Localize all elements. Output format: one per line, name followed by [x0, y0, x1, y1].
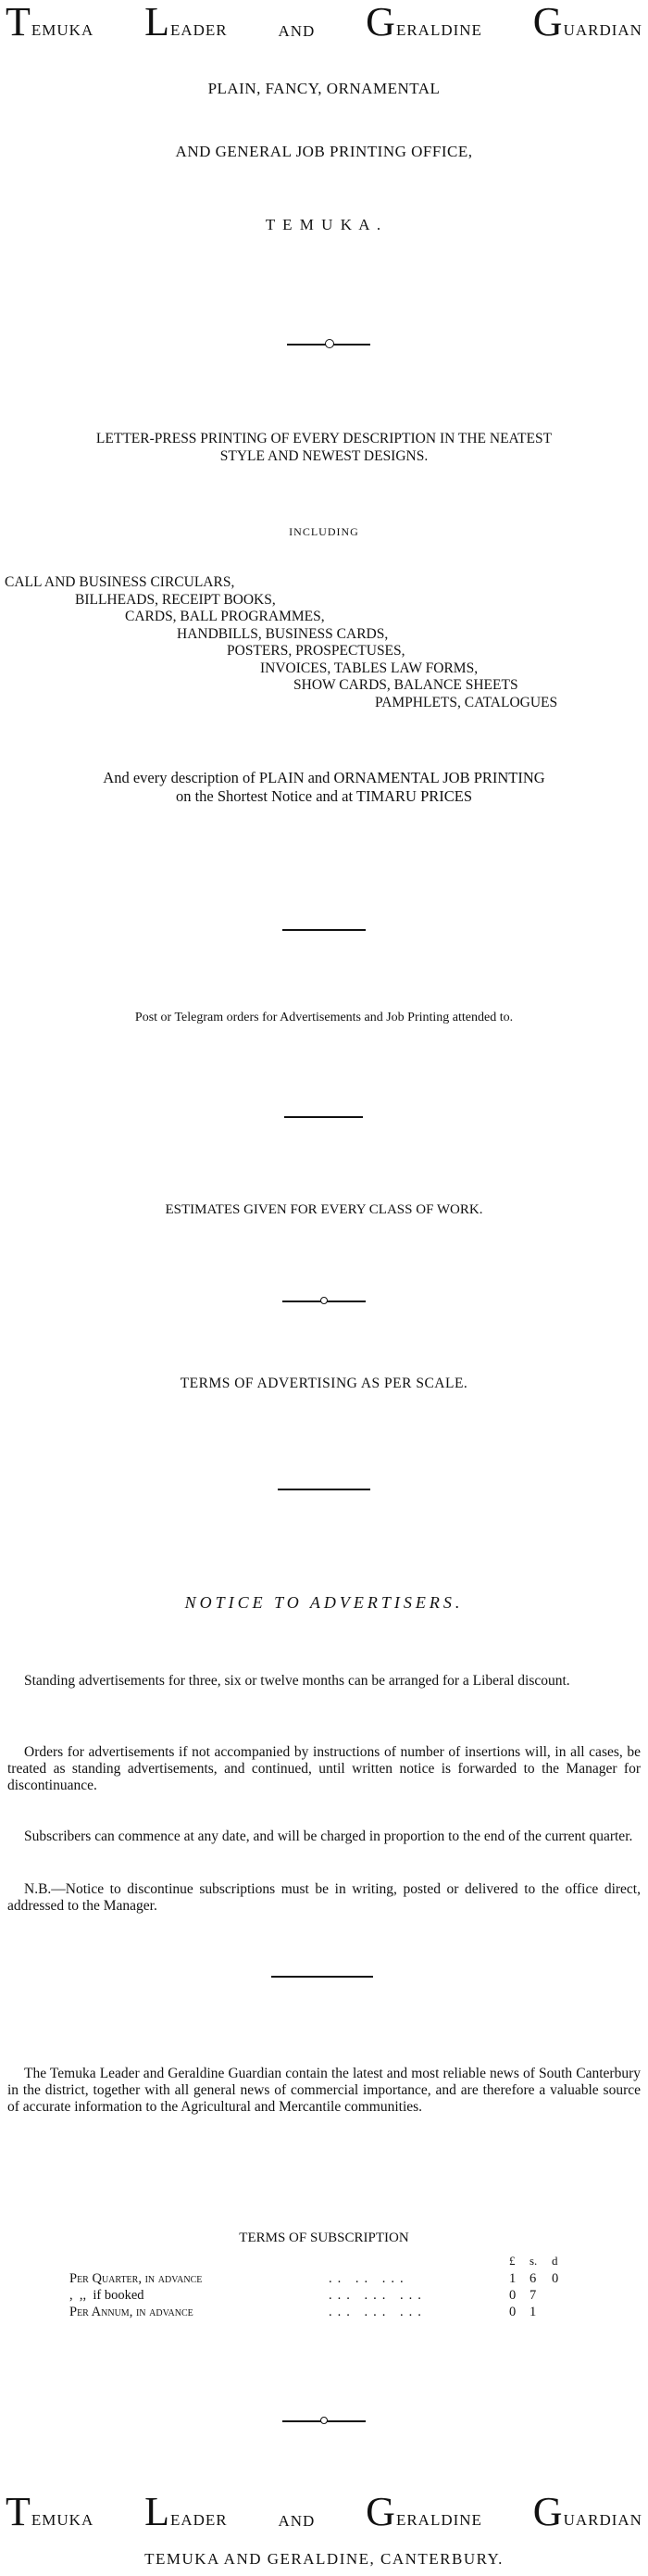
row-dots: ... ... ...: [329, 2288, 427, 2303]
masthead-word-temuka: TEMUKA: [6, 0, 94, 44]
row-shillings: 6: [530, 2271, 537, 2286]
footer-word-temuka: TEMUKA: [6, 2489, 94, 2534]
footer-word-leader: LEADER: [144, 2489, 228, 2534]
unit-pounds: £: [509, 2254, 516, 2268]
row-dots: .. .. ...: [329, 2271, 409, 2286]
divider-rule: [282, 1301, 366, 1302]
unit-pence: d: [552, 2254, 558, 2268]
list-item: POSTERS, PROSPECTUSES,: [227, 643, 405, 659]
masthead: [6, 0, 642, 44]
notice-paragraph-1: Standing advertisements for three, six or twelve months can be arranged for a Liberal discount.: [24, 1673, 570, 1689]
services-list: [5, 574, 643, 711]
footer-address: TEMUKA AND GERALDINE, CANTERBURY.: [144, 2550, 504, 2568]
letterpress-heading: [0, 430, 648, 465]
every-line-1: And every description of PLAIN and ORNAMENTAL JOB PRINTING: [103, 769, 545, 786]
row-pounds: 0: [509, 2305, 517, 2319]
estimates-line: ESTIMATES GIVEN FOR EVERY CLASS OF WORK.: [165, 1202, 483, 1217]
divider-dot-icon: [325, 339, 334, 348]
divider-dot-icon: [320, 1297, 328, 1304]
masthead-word-guardian: GUARDIAN: [532, 0, 642, 44]
row-pounds: 1: [509, 2271, 517, 2286]
masthead-word-leader: LEADER: [144, 0, 228, 44]
notice-paragraph-2: Orders for advertisements if not accompanied by instructions of number of insertions will, in all cases, be treated as standing advertisements, and continued, until written notice is forwarded to the Manager for discontinuance.: [7, 1744, 641, 1793]
footer-word-guardian: GUARDIAN: [532, 2489, 642, 2534]
letterpress-line-2: STYLE AND NEWEST DESIGNS.: [219, 448, 429, 464]
masthead-word-geraldine: GERALDINE: [366, 0, 482, 44]
table-row: [69, 2270, 588, 2287]
divider-rule: [282, 2420, 366, 2422]
list-item: CALL AND BUSINESS CIRCULARS,: [5, 574, 235, 590]
row-label: Per Quarter, in advance: [69, 2271, 203, 2286]
every-description: [0, 769, 648, 806]
divider-rule: [284, 1116, 363, 1118]
including-label: INCLUDING: [289, 525, 359, 538]
list-item: CARDS, BALL PROGRAMMES,: [125, 609, 325, 624]
footer-word-geraldine: GERALDINE: [366, 2489, 482, 2534]
row-shillings: 7: [530, 2288, 537, 2303]
table-row: [69, 2287, 588, 2304]
masthead-word-and: AND: [278, 22, 316, 40]
row-pounds: 0: [509, 2288, 517, 2303]
table-row: [69, 2304, 588, 2320]
list-item: INVOICES, TABLES LAW FORMS,: [260, 660, 479, 676]
office-place: T E M U K A .: [265, 216, 383, 233]
list-item: PAMPHLETS, CATALOGUES: [375, 694, 558, 710]
notice-title: NOTICE TO ADVERTISERS.: [184, 1593, 464, 1612]
subscription-table: [69, 2270, 588, 2320]
post-orders-line: Post or Telegram orders for Advertisements and Job Printing attended to.: [134, 1011, 514, 1024]
list-item: BILLHEADS, RECEIPT BOOKS,: [75, 591, 276, 608]
divider-dot-icon: [320, 2417, 328, 2424]
notice-paragraph-4: N.B.—Notice to discontinue subscriptions must be in writing, posted or delivered to the office direct, addressed to the Manager.: [7, 1881, 641, 1914]
list-item: HANDBILLS, BUSINESS CARDS,: [177, 625, 389, 642]
row-dots: ... ... ...: [329, 2305, 427, 2319]
divider-rule: [287, 344, 370, 346]
divider-rule: [282, 929, 366, 931]
divider-rule: [278, 1489, 370, 1490]
letterpress-line-1: LETTER-PRESS PRINTING OF EVERY DESCRIPTION IN THE NEATEST: [95, 431, 553, 446]
notice-paragraph-3: Subscribers can commence at any date, and will be charged in proportion to the end of the current quarter.: [24, 1828, 633, 1844]
row-label: Per Annum, in advance: [69, 2305, 193, 2319]
footer-masthead: [6, 2489, 642, 2534]
unit-shillings: s.: [530, 2254, 538, 2268]
list-item: SHOW CARDS, BALANCE SHEETS: [293, 677, 518, 693]
about-paragraph: The Temuka Leader and Geraldine Guardian contain the latest and most reliable news of South Canterbury in the district, together with all general news of commercial importance, and are therefore a valuable source of accurate information to the Agricultural and Mercantile communities.: [7, 2066, 641, 2115]
office-line-1: PLAIN, FANCY, ORNAMENTAL: [207, 80, 441, 97]
subscription-title: TERMS OF SUBSCRIPTION: [239, 2230, 409, 2245]
row-label: , ,, if booked: [69, 2288, 144, 2303]
row-shillings: 1: [530, 2305, 537, 2319]
office-line-2: AND GENERAL JOB PRINTING OFFICE,: [175, 143, 473, 160]
divider-rule: [271, 1976, 373, 1978]
every-line-2: on the Shortest Notice and at TIMARU PRICES: [175, 787, 473, 805]
terms-advertising-line: TERMS OF ADVERTISING AS PER SCALE.: [180, 1376, 468, 1391]
footer-word-and: AND: [278, 2512, 316, 2530]
row-pence: 0: [552, 2271, 559, 2286]
